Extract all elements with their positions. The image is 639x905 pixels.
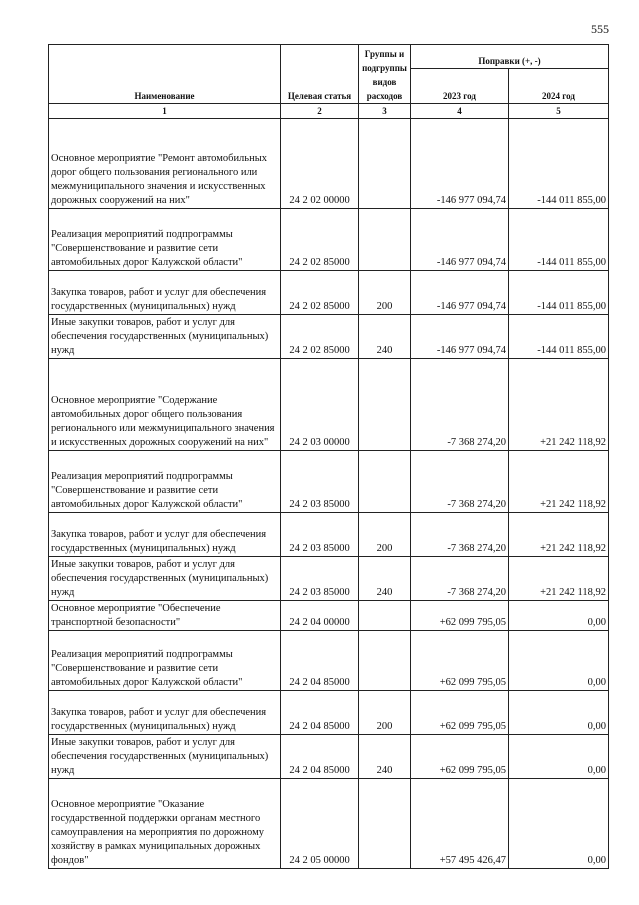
row-name: Реализация мероприятий подпрограммы "Совершенствование и развитие сети автомобильных дорог Калужской области" xyxy=(49,451,281,513)
row-name: Реализация мероприятий подпрограммы "Совершенствование и развитие сети автомобильных дорог Калужской области" xyxy=(49,209,281,271)
row-amount-2023: +62 099 795,05 xyxy=(411,735,509,779)
table-row xyxy=(49,315,609,359)
row-target-article: 24 2 04 00000 xyxy=(281,601,359,631)
row-target-article: 24 2 02 85000 xyxy=(281,209,359,271)
row-name: Иные закупки товаров, работ и услуг для обеспечения государственных (муниципальных) нужд xyxy=(49,557,281,601)
row-group xyxy=(359,451,411,513)
row-amount-2024: -144 011 855,00 xyxy=(509,209,609,271)
row-amount-2024: 0,00 xyxy=(509,631,609,691)
row-group: 240 xyxy=(359,735,411,779)
row-name: Закупка товаров, работ и услуг для обеспечения государственных (муниципальных) нужд xyxy=(49,513,281,557)
header-year-2023: 2023 год xyxy=(411,69,509,104)
row-amount-2023: +62 099 795,05 xyxy=(411,631,509,691)
table-row xyxy=(49,209,609,271)
row-group: 200 xyxy=(359,691,411,735)
row-name: Иные закупки товаров, работ и услуг для обеспечения государственных (муниципальных) нужд xyxy=(49,735,281,779)
row-name: Основное мероприятие "Ремонт автомобильных дорог общего пользования регионального или межмуниципального значения и искусственных дорожных сооружений на них" xyxy=(49,119,281,209)
row-amount-2024: -144 011 855,00 xyxy=(509,315,609,359)
header-target-article: Целевая статья xyxy=(281,45,359,104)
table-row xyxy=(49,631,609,691)
column-number-row xyxy=(49,104,609,119)
column-number: 5 xyxy=(509,104,609,119)
row-target-article: 24 2 04 85000 xyxy=(281,631,359,691)
row-name: Иные закупки товаров, работ и услуг для обеспечения государственных (муниципальных) нужд xyxy=(49,315,281,359)
row-name: Закупка товаров, работ и услуг для обеспечения государственных (муниципальных) нужд xyxy=(49,691,281,735)
column-number: 1 xyxy=(49,104,281,119)
row-amount-2024: +21 242 118,92 xyxy=(509,359,609,451)
row-amount-2023: -7 368 274,20 xyxy=(411,513,509,557)
row-amount-2024: +21 242 118,92 xyxy=(509,557,609,601)
row-amount-2023: -146 977 094,74 xyxy=(411,315,509,359)
header-name: Наименование xyxy=(49,45,281,104)
row-group xyxy=(359,209,411,271)
budget-table xyxy=(48,44,609,869)
row-amount-2024: 0,00 xyxy=(509,779,609,869)
row-group xyxy=(359,631,411,691)
table-row xyxy=(49,359,609,451)
row-target-article: 24 2 02 85000 xyxy=(281,315,359,359)
row-group xyxy=(359,601,411,631)
table-row xyxy=(49,271,609,315)
row-target-article: 24 2 04 85000 xyxy=(281,735,359,779)
page-number: 555 xyxy=(591,22,609,36)
table-row xyxy=(49,601,609,631)
row-target-article: 24 2 03 85000 xyxy=(281,557,359,601)
row-group xyxy=(359,119,411,209)
table-row xyxy=(49,735,609,779)
column-number: 3 xyxy=(359,104,411,119)
row-amount-2023: +62 099 795,05 xyxy=(411,691,509,735)
table-row xyxy=(49,779,609,869)
row-amount-2023: -7 368 274,20 xyxy=(411,557,509,601)
row-group xyxy=(359,779,411,869)
row-name: Основное мероприятие "Содержание автомобильных дорог общего пользования регионального или межмуниципального значения и искусственных дорожных сооружений на них" xyxy=(49,359,281,451)
row-target-article: 24 2 02 00000 xyxy=(281,119,359,209)
row-group: 200 xyxy=(359,271,411,315)
row-name: Основное мероприятие "Обеспечение транспортной безопасности" xyxy=(49,601,281,631)
column-number: 2 xyxy=(281,104,359,119)
row-name: Закупка товаров, работ и услуг для обеспечения государственных (муниципальных) нужд xyxy=(49,271,281,315)
row-amount-2024: 0,00 xyxy=(509,601,609,631)
table-row xyxy=(49,119,609,209)
row-group: 240 xyxy=(359,557,411,601)
row-target-article: 24 2 03 85000 xyxy=(281,451,359,513)
row-target-article: 24 2 03 00000 xyxy=(281,359,359,451)
row-name: Реализация мероприятий подпрограммы "Совершенствование и развитие сети автомобильных дорог Калужской области" xyxy=(49,631,281,691)
row-target-article: 24 2 02 85000 xyxy=(281,271,359,315)
header-year-2024: 2024 год xyxy=(509,69,609,104)
table-row xyxy=(49,691,609,735)
row-amount-2024: -144 011 855,00 xyxy=(509,119,609,209)
row-amount-2024: +21 242 118,92 xyxy=(509,451,609,513)
row-amount-2024: -144 011 855,00 xyxy=(509,271,609,315)
row-name: Основное мероприятие "Оказание государственной поддержки органам местного самоуправления на мероприятия по дорожному хозяйству в рамках муниципальных дорожных фондов" xyxy=(49,779,281,869)
row-amount-2024: +21 242 118,92 xyxy=(509,513,609,557)
row-amount-2024: 0,00 xyxy=(509,735,609,779)
row-amount-2023: +62 099 795,05 xyxy=(411,601,509,631)
row-amount-2023: -146 977 094,74 xyxy=(411,271,509,315)
row-group xyxy=(359,359,411,451)
row-amount-2023: -7 368 274,20 xyxy=(411,359,509,451)
table-row xyxy=(49,513,609,557)
row-amount-2023: -146 977 094,74 xyxy=(411,209,509,271)
table-row xyxy=(49,451,609,513)
column-number: 4 xyxy=(411,104,509,119)
header-amendments: Поправки (+, -) xyxy=(411,45,609,69)
row-amount-2023: -146 977 094,74 xyxy=(411,119,509,209)
row-target-article: 24 2 05 00000 xyxy=(281,779,359,869)
row-target-article: 24 2 03 85000 xyxy=(281,513,359,557)
row-amount-2024: 0,00 xyxy=(509,691,609,735)
header-groups: Группы и подгруппы видов расходов xyxy=(359,45,411,104)
table-row xyxy=(49,557,609,601)
row-group: 240 xyxy=(359,315,411,359)
row-amount-2023: -7 368 274,20 xyxy=(411,451,509,513)
row-group: 200 xyxy=(359,513,411,557)
row-amount-2023: +57 495 426,47 xyxy=(411,779,509,869)
row-target-article: 24 2 04 85000 xyxy=(281,691,359,735)
